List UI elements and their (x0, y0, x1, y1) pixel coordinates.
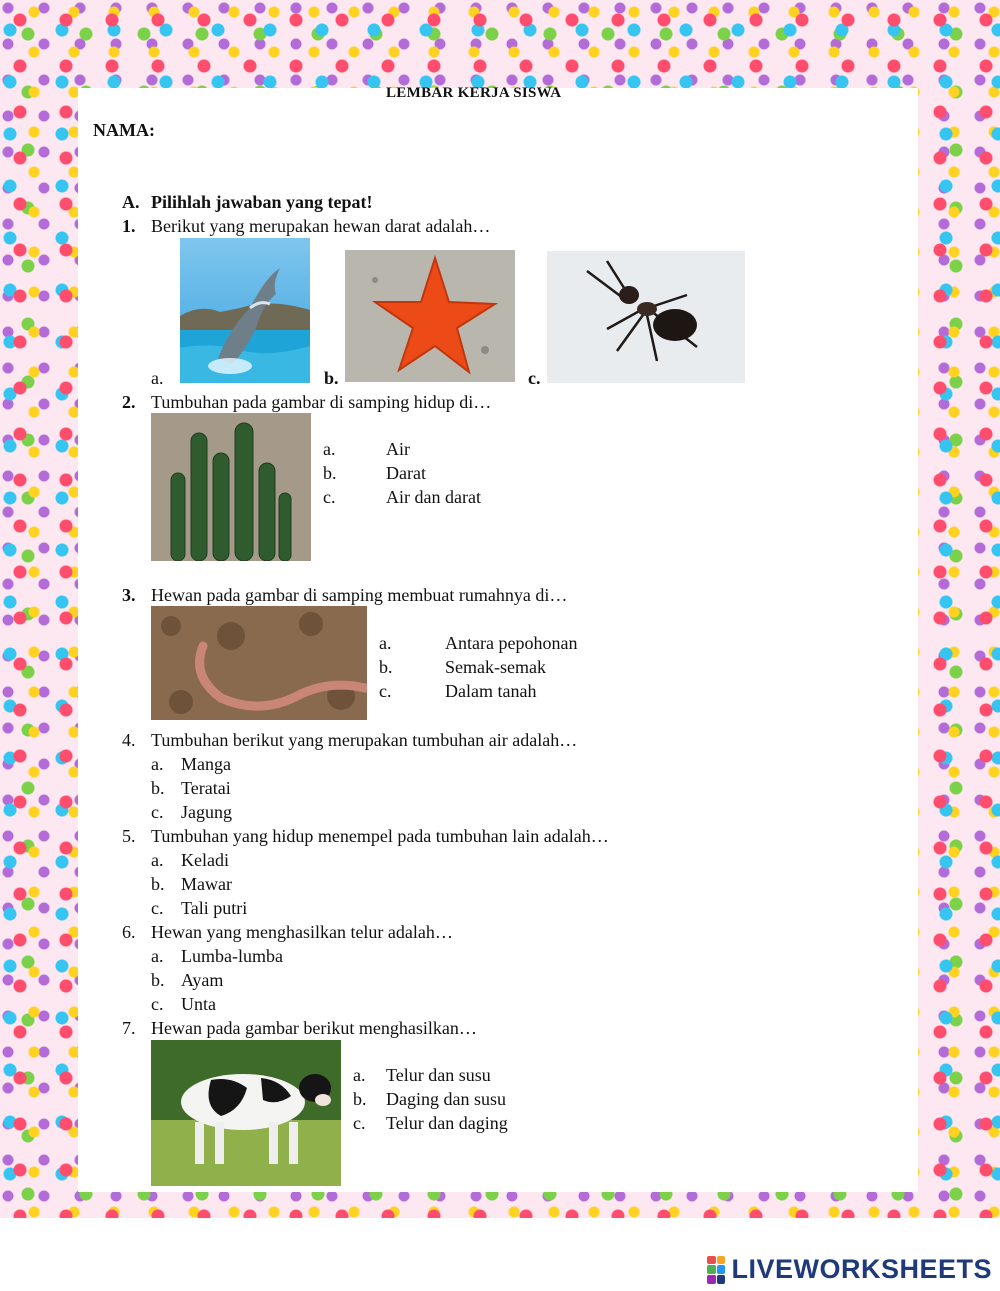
question-text: Tumbuhan berikut yang merupakan tumbuhan air adalah… (151, 730, 578, 750)
option-letter-a[interactable]: a. (151, 946, 164, 966)
cow-picture (151, 1040, 341, 1186)
option-text-a[interactable]: Manga (181, 754, 231, 774)
question-number: 4. (122, 730, 136, 750)
option-letter-c[interactable]: c. (151, 802, 164, 822)
option-text-a[interactable]: Antara pepohonan (445, 633, 578, 653)
liveworksheets-logo[interactable] (707, 1254, 992, 1285)
option-text-b[interactable]: Ayam (181, 970, 224, 990)
question-number: 7. (122, 1018, 136, 1038)
question-text: Hewan pada gambar di samping membuat rumahnya di… (151, 585, 568, 605)
option-letter-a[interactable]: a. (323, 439, 336, 459)
question-text: Hewan pada gambar berikut menghasilkan… (151, 1018, 477, 1038)
option-text-c[interactable]: Unta (181, 994, 216, 1014)
option-text-b[interactable]: Daging dan susu (386, 1089, 506, 1109)
option-text-b[interactable]: Teratai (181, 778, 231, 798)
option-letter-c[interactable]: c. (528, 368, 541, 388)
option-letter-b[interactable]: b. (151, 778, 165, 798)
option-text-a[interactable]: Lumba-lumba (181, 946, 283, 966)
question-text: Tumbuhan pada gambar di samping hidup di… (151, 392, 492, 412)
question-text: Hewan yang menghasilkan telur adalah… (151, 922, 453, 942)
section-letter: A. (122, 192, 140, 212)
option-letter-a[interactable]: a. (353, 1065, 366, 1085)
cactus-picture (151, 413, 311, 561)
option-letter-b[interactable]: b. (324, 368, 339, 388)
question-text: Tumbuhan yang hidup menempel pada tumbuhan lain adalah… (151, 826, 609, 846)
option-letter-b[interactable]: b. (151, 874, 165, 894)
option-letter-c[interactable]: c. (151, 994, 164, 1014)
option-text-c[interactable]: Air dan darat (386, 487, 481, 507)
option-text-c[interactable]: Telur dan daging (386, 1113, 508, 1133)
option-text-b[interactable]: Darat (386, 463, 426, 483)
option-text-c[interactable]: Dalam tanah (445, 681, 537, 701)
option-letter-c[interactable]: c. (323, 487, 336, 507)
question-text: Berikut yang merupakan hewan darat adalah… (151, 216, 491, 236)
option-letter-c[interactable]: c. (379, 681, 392, 701)
starfish-picture[interactable] (345, 250, 515, 382)
option-letter-a[interactable]: a. (379, 633, 392, 653)
question-number: 3. (122, 585, 136, 605)
option-text-b[interactable]: Semak-semak (445, 657, 546, 677)
option-text-a[interactable]: Keladi (181, 850, 229, 870)
option-letter-b[interactable]: b. (151, 970, 165, 990)
option-text-c[interactable]: Jagung (181, 802, 232, 822)
option-letter-a[interactable]: a. (151, 368, 164, 388)
question-number: 1. (122, 216, 136, 236)
worksheet-title: LEMBAR KERJA SISWA (386, 85, 562, 101)
option-text-c[interactable]: Tali putri (181, 898, 248, 918)
dolphin-picture[interactable] (180, 238, 310, 383)
brand-name: LIVEWORKSHEETS (731, 1254, 992, 1284)
logo-mark-icon (707, 1256, 725, 1284)
ant-picture[interactable] (547, 251, 745, 383)
option-letter-b[interactable]: b. (379, 657, 393, 677)
earthworm-picture (151, 606, 367, 720)
option-text-a[interactable]: Air (386, 439, 410, 459)
option-letter-c[interactable]: c. (353, 1113, 366, 1133)
option-text-b[interactable]: Mawar (181, 874, 232, 894)
option-letter-b[interactable]: b. (353, 1089, 367, 1109)
question-number: 5. (122, 826, 136, 846)
option-letter-b[interactable]: b. (323, 463, 337, 483)
option-letter-a[interactable]: a. (151, 754, 164, 774)
option-letter-c[interactable]: c. (151, 898, 164, 918)
question-number: 6. (122, 922, 136, 942)
option-text-a[interactable]: Telur dan susu (386, 1065, 491, 1085)
name-label: NAMA: (93, 120, 155, 140)
question-number: 2. (122, 392, 136, 412)
section-instruction: Pilihlah jawaban yang tepat! (151, 192, 373, 212)
option-letter-a[interactable]: a. (151, 850, 164, 870)
